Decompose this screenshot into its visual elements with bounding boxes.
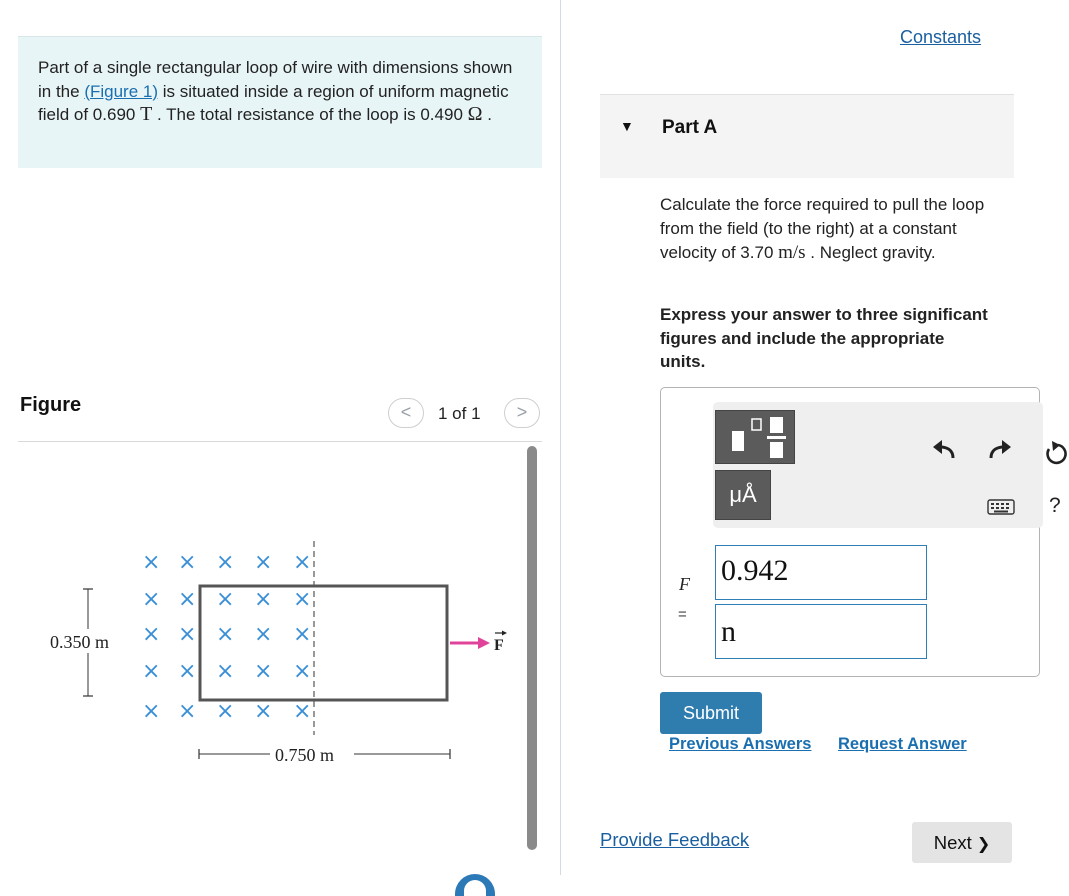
answer-instruction: Express your answer to three significant figures and include the appropriate units. (660, 305, 988, 371)
field-cross: × (254, 622, 273, 647)
previous-answers-link[interactable]: Previous Answers (669, 735, 812, 753)
field-cross: × (293, 587, 312, 612)
field-cross: × (216, 699, 235, 724)
field-cross: × (254, 659, 273, 684)
answer-box (660, 387, 1061, 677)
field-cross: × (216, 550, 235, 575)
templates-icon (716, 411, 796, 465)
field-cross: × (293, 550, 312, 575)
chat-badge-icon[interactable] (455, 874, 495, 896)
field-cross: × (142, 659, 161, 684)
constants-link[interactable]: Constants (900, 27, 982, 47)
problem-text: is situated inside a region of uniform magnetic field of 0.690 (38, 81, 509, 124)
figure-prev-button[interactable]: < (388, 398, 424, 428)
field-cross: × (254, 550, 273, 575)
question-text (660, 193, 1010, 265)
figure-link[interactable]: (Figure 1) (84, 81, 158, 101)
provide-feedback-link[interactable]: Provide Feedback (600, 829, 750, 850)
field-cross: × (216, 622, 235, 647)
force-arrowhead (478, 637, 490, 649)
math-toolbar (713, 402, 1061, 528)
figure-scrollbar[interactable] (527, 446, 537, 850)
field-cross: × (216, 587, 235, 612)
next-button[interactable] (912, 822, 1012, 863)
request-answer-link[interactable]: Request Answer (838, 735, 967, 753)
field-cross: × (142, 622, 161, 647)
velocity-unit: m/s (778, 242, 806, 263)
problem-text: Part of a single rectangular loop of wire with dimensions shown in the (38, 58, 513, 101)
width-label: 0.750 m (275, 745, 335, 765)
redo-icon[interactable] (987, 440, 1013, 460)
height-label: 0.350 m (50, 632, 110, 652)
field-cross: × (254, 587, 273, 612)
field-cross: × (293, 622, 312, 647)
collapse-caret-icon[interactable]: ▼ (620, 118, 634, 134)
keyboard-icon[interactable] (987, 499, 1015, 515)
problem-statement (18, 36, 542, 168)
field-cross: × (178, 622, 197, 647)
field-cross: × (142, 587, 161, 612)
problem-text: . The total resistance of the loop is 0.490 (152, 105, 468, 124)
equals-sign: = (678, 606, 687, 623)
help-icon[interactable]: ? (1049, 494, 1061, 517)
submit-button[interactable]: Submit (660, 692, 762, 734)
loop-figure (18, 445, 528, 775)
field-cross: × (178, 550, 197, 575)
units-button[interactable]: μÅ (715, 470, 771, 520)
field-cross: × (254, 699, 273, 724)
next-label: Next (933, 832, 972, 853)
field-cross: × (178, 587, 197, 612)
wire-loop (200, 586, 447, 700)
variable-label: F (679, 574, 690, 594)
templates-button[interactable] (715, 410, 795, 464)
question-text-part: . Neglect gravity. (805, 243, 936, 262)
force-label: F (494, 637, 504, 654)
field-cross: × (178, 659, 197, 684)
field-cross: × (293, 659, 312, 684)
field-cross: × (216, 659, 235, 684)
answer-unit-field[interactable]: n (715, 604, 927, 659)
figure-title: Figure (20, 394, 82, 416)
field-unit: T (140, 103, 153, 125)
figure-header (18, 388, 542, 442)
figure-next-button[interactable]: > (504, 398, 540, 428)
field-cross: × (142, 699, 161, 724)
question-text-part: Calculate the force required to pull the loop from the field (to the right) at a constant velocity of 3.70 (660, 195, 985, 262)
field-cross: × (293, 699, 312, 724)
part-a-header[interactable] (600, 94, 1014, 178)
resistance-unit: Ω (467, 103, 483, 125)
chevron-right-icon: ❯ (976, 836, 991, 853)
part-title: Part A (662, 117, 718, 138)
problem-text: . (482, 105, 492, 124)
field-cross: × (178, 699, 197, 724)
field-cross: × (142, 550, 161, 575)
reset-icon[interactable] (1043, 440, 1069, 466)
undo-icon[interactable] (931, 440, 957, 460)
column-divider (560, 0, 561, 875)
figure-pager-text: 1 of 1 (438, 404, 481, 423)
magnetic-field-crosses (142, 550, 311, 724)
answer-value-field[interactable]: 0.942 (715, 545, 927, 600)
